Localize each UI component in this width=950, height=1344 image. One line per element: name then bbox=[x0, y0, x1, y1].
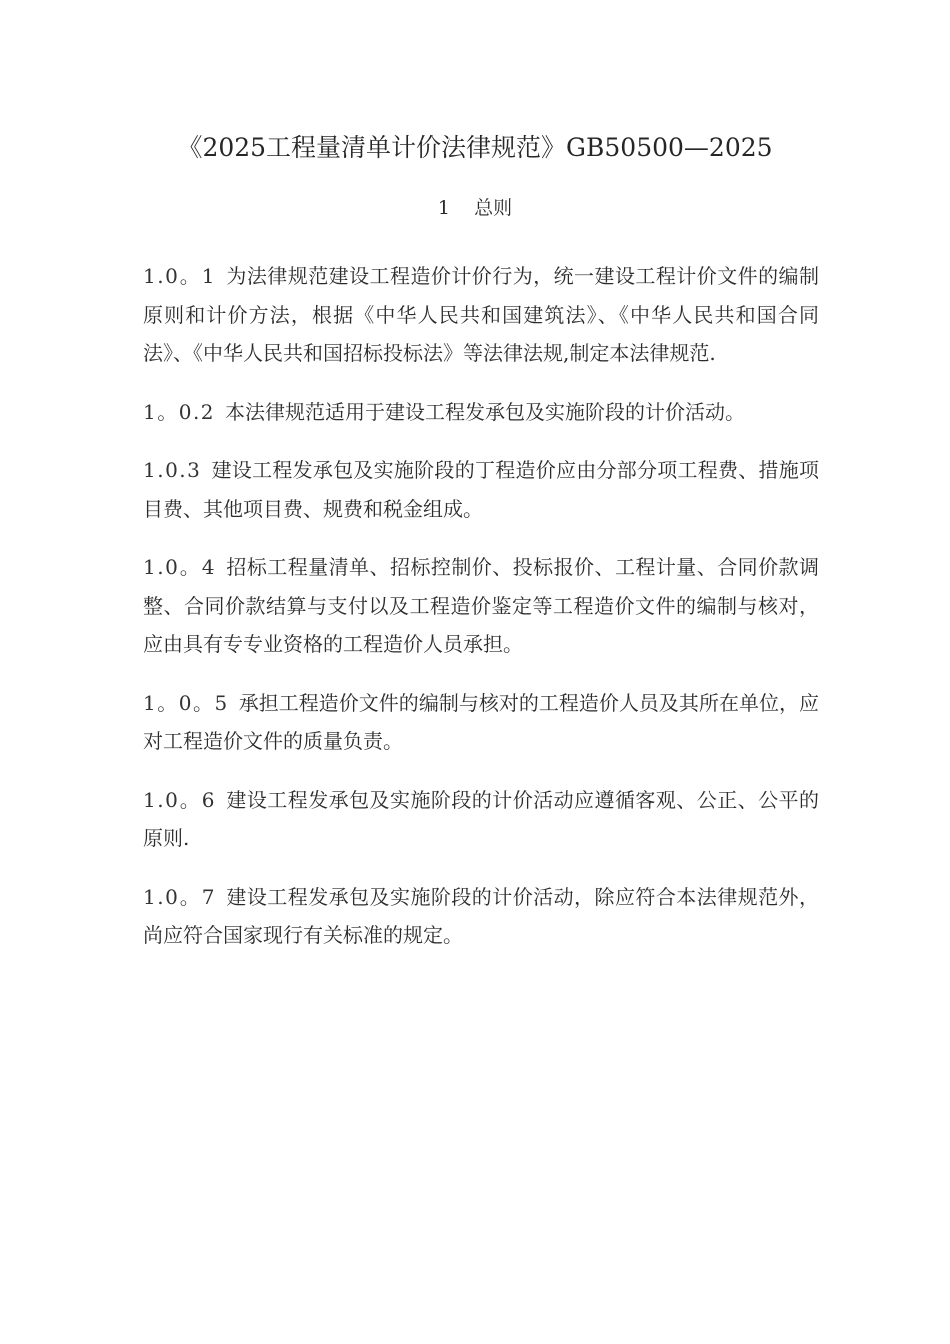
clause-text: 建设工程发承包及实施阶段的丁程造价应由分部分项工程费、措施项目费、其他项目费、规费和税金组成。 bbox=[143, 458, 819, 521]
clause-number: 1.0.3 bbox=[143, 458, 202, 482]
clause-text: 本法律规范适用于建设工程发承包及实施阶段的计价活动。 bbox=[225, 399, 746, 424]
clause-number: 1.0。4 bbox=[143, 555, 216, 579]
clause-list bbox=[143, 257, 819, 975]
clause-number: 1。0。5 bbox=[143, 690, 229, 715]
clause-1-0-3 bbox=[143, 451, 819, 528]
section-heading: 1 总则 bbox=[437, 197, 513, 219]
clause-text: 为法律规范建设工程造价计价行为，统一建设工程计价文件的编制原则和计价方法，根据《中华人民共和国建筑法》、《中华人民共和国合同法》、《中华人民共和国招标投标法》等法律法规,制定本法律规范. bbox=[143, 264, 820, 365]
clause-text: 招标工程量清单、招标控制价、投标报价、工程计量、合同价款调整、合同价款结算与支付以及工程造价鉴定等工程造价文件的编制与核对，应由具有专专业资格的工程造价人员承担。 bbox=[143, 555, 820, 656]
clause-text: 建设工程发承包及实施阶段的计价活动应遵循客观、公正、公平的原则. bbox=[143, 787, 820, 850]
clause-number: 1.0。1 bbox=[143, 264, 216, 288]
clause-text: 建设工程发承包及实施阶段的计价活动，除应符合本法律规范外，尚应符合国家现行有关标准的规定。 bbox=[143, 884, 820, 947]
clause-1-0-2 bbox=[143, 393, 819, 432]
clause-number: 1。0.2 bbox=[143, 399, 216, 424]
clause-number: 1.0。6 bbox=[143, 787, 216, 812]
document-title: 《2025工程量清单计价法律规范》GB50500—2025 bbox=[177, 133, 773, 162]
clause-1-0-4 bbox=[143, 548, 819, 664]
clause-1-0-6 bbox=[143, 781, 819, 858]
clause-1-0-1 bbox=[143, 257, 819, 373]
clause-1-0-7 bbox=[143, 878, 819, 955]
clause-text: 承担工程造价文件的编制与核对的工程造价人员及其所在单位，应对工程造价文件的质量负责。 bbox=[143, 690, 819, 753]
clause-1-0-5 bbox=[143, 684, 819, 761]
clause-number: 1.0。7 bbox=[143, 884, 216, 909]
